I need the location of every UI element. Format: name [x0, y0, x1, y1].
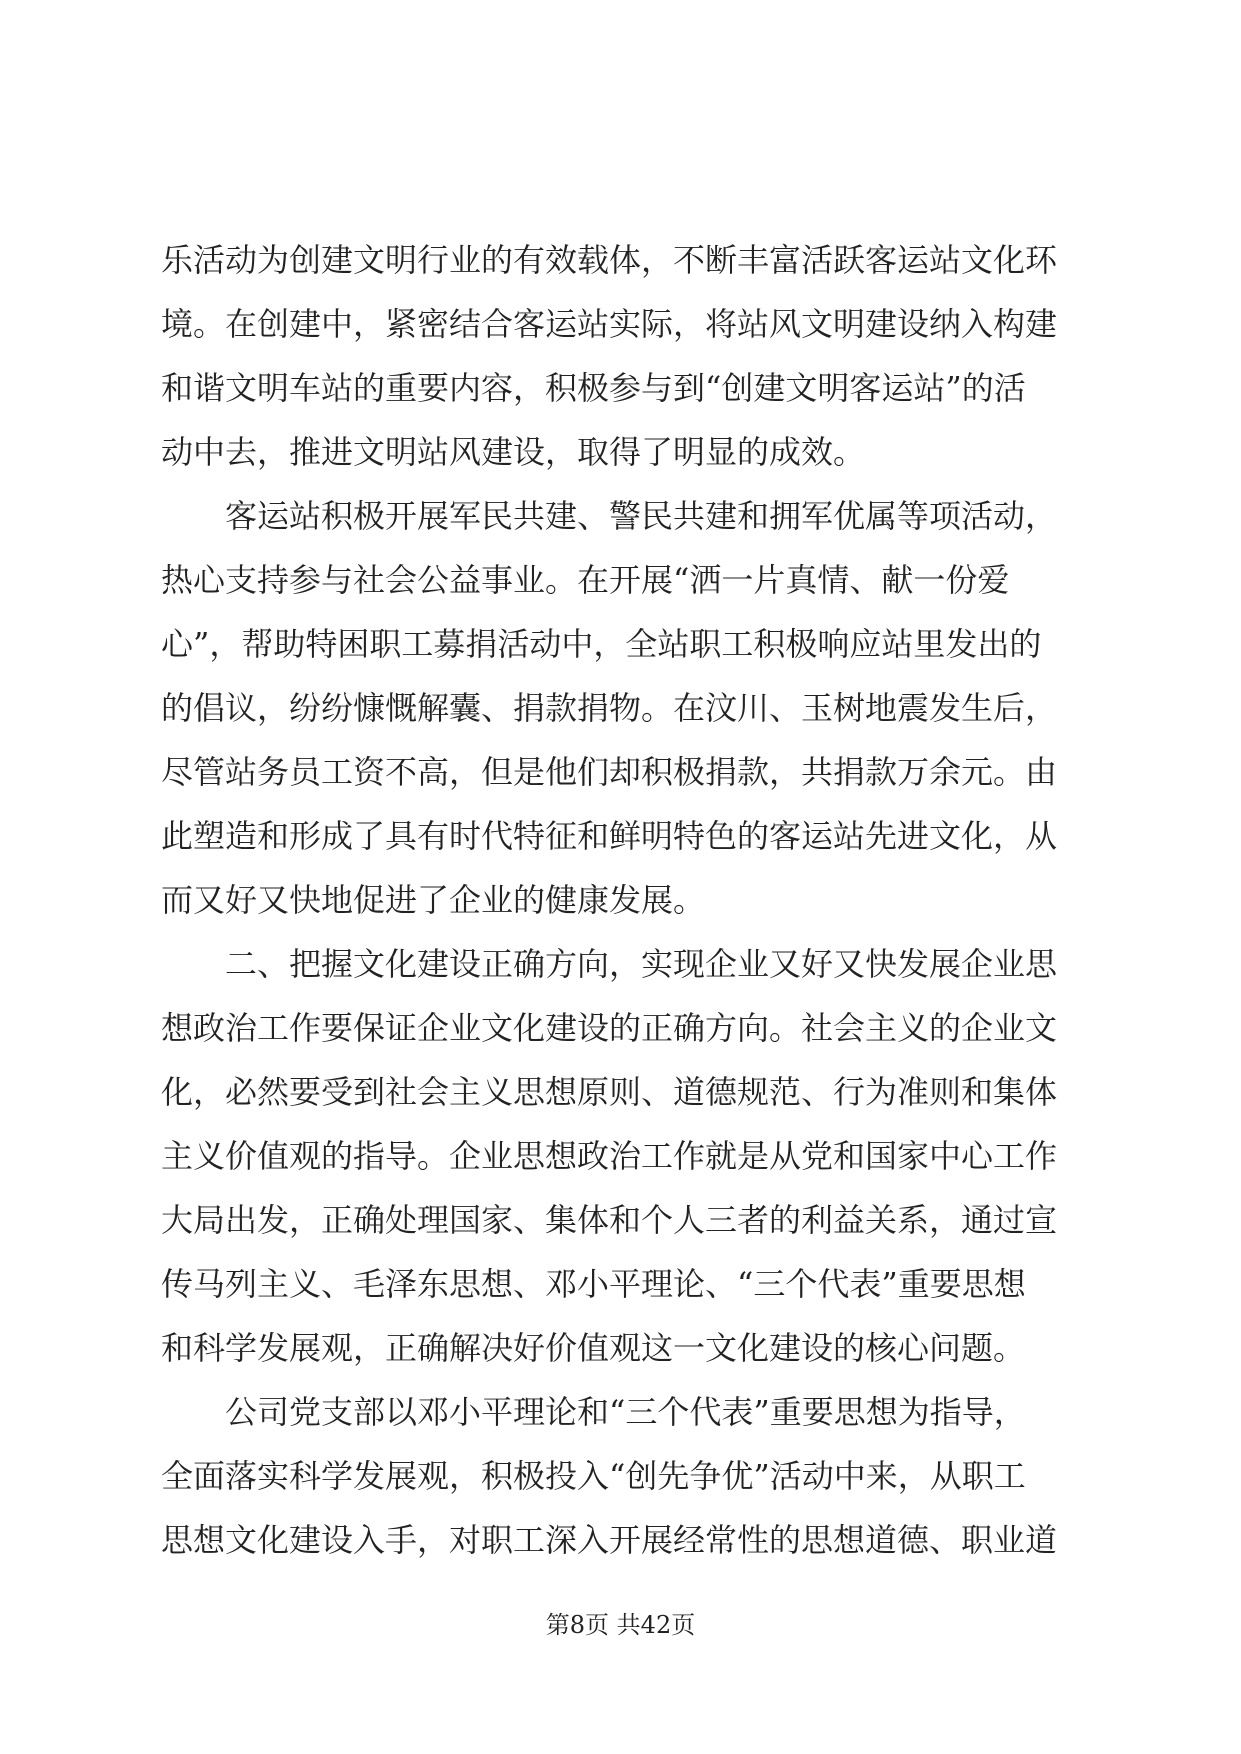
- text-line: 传马列主义、毛泽东思想、邓小平理论、“三个代表”重要思想: [161, 1265, 1026, 1303]
- text-line: 而又好又快地促进了企业的健康发展。: [161, 881, 706, 919]
- text-line: 热心支持参与社会公益事业。在开展“洒一片真情、献一份爱: [161, 561, 1010, 599]
- text-line: 动中去，推进文明站风建设，取得了明显的成效。: [161, 433, 866, 471]
- text-line: 想政治工作要保证企业文化建设的正确方向。社会主义的企业文: [161, 1009, 1058, 1047]
- text-line: 大局出发，正确处理国家、集体和个人三者的利益关系，通过宣: [161, 1201, 1058, 1239]
- text-line: 乐活动为创建文明行业的有效载体，不断丰富活跃客运站文化环: [161, 241, 1058, 279]
- text-line: 尽管站务员工资不高，但是他们却积极捐款，共捐款万余元。由: [161, 753, 1058, 791]
- text-line: 主义价值观的指导。企业思想政治工作就是从党和国家中心工作: [161, 1137, 1058, 1175]
- document-body: [161, 228, 1101, 1572]
- text-line: 客运站积极开展军民共建、警民共建和拥军优属等项活动，: [161, 497, 1058, 535]
- text-line: 公司党支部以邓小平理论和“三个代表”重要思想为指导，: [161, 1393, 1026, 1431]
- text-line: 此塑造和形成了具有时代特征和鲜明特色的客运站先进文化，从: [161, 817, 1058, 855]
- page-footer: 第8页 共42页: [545, 1611, 696, 1639]
- text-line: 全面落实科学发展观，积极投入“创先争优”活动中来，从职工: [161, 1457, 1026, 1495]
- text-line: 和谐文明车站的重要内容，积极参与到“创建文明客运站”的活: [161, 369, 1026, 407]
- text-line: 心”，帮助特困职工募捐活动中，全站职工积极响应站里发出的: [161, 625, 1042, 663]
- text-line: 境。在创建中，紧密结合客运站实际，将站风文明建设纳入构建: [161, 305, 1058, 343]
- text-line: 思想文化建设入手，对职工深入开展经常性的思想道德、职业道: [161, 1521, 1058, 1559]
- text-line: 和科学发展观，正确解决好价值观这一文化建设的核心问题。: [161, 1329, 1026, 1367]
- text-line: 的倡议，纷纷慷慨解囊、捐款捐物。在汶川、玉树地震发生后，: [161, 689, 1058, 727]
- text-line: 化，必然要受到社会主义思想原则、道德规范、行为准则和集体: [161, 1073, 1058, 1111]
- text-line: 二、把握文化建设正确方向，实现企业又好又快发展企业思: [161, 945, 1058, 983]
